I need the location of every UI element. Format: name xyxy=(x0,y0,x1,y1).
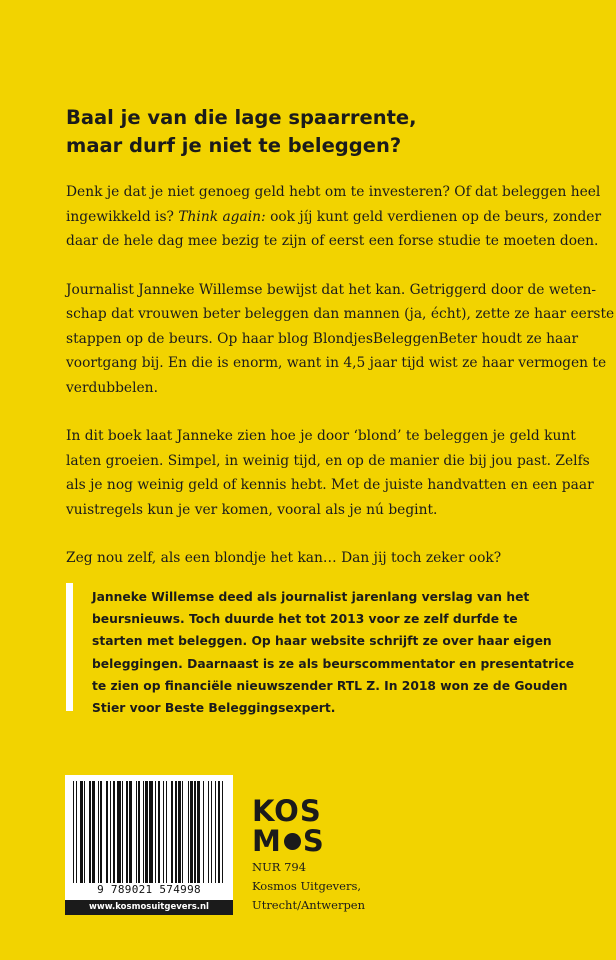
headline-line: Baal je van die lage spaarrente, xyxy=(66,106,417,129)
bio-line: beleggingen. Daarnaast is ze als beurscommentator en presentatrice xyxy=(92,656,575,671)
text-line: laten groeien. Simpel, in weinig tijd, en op de manier die bij jou past. Zelfs xyxy=(66,452,590,469)
logo-row xyxy=(252,826,332,856)
text-line: Denk je dat je niet genoeg geld hebt om te investeren? Of dat beleggen heel xyxy=(66,184,601,200)
blurb-body xyxy=(66,180,615,595)
text-line: vuistregels kun je ver komen, vooral als je nú begint. xyxy=(66,501,438,518)
text-line: Zeg nou zelf, als een blondje het kan… Dan jij toch zeker ook? xyxy=(66,550,502,566)
logo-dot-icon xyxy=(284,833,301,850)
bio-line: Janneke Willemse deed als journalist jarenlang verslag van het xyxy=(92,590,530,604)
isbn-number: 9 789021 574998 xyxy=(97,883,201,896)
headline-line: maar durf je niet te beleggen? xyxy=(66,134,402,157)
emphasis-text: Think again: xyxy=(178,208,266,225)
blurb-paragraph xyxy=(66,180,602,254)
text-line: daar de hele dag mee bezig te zijn of eerst een forse studie te moeten doen. xyxy=(66,233,599,249)
text-fragment: ingewikkeld is? xyxy=(66,208,179,225)
logo-letter: M xyxy=(252,824,282,858)
text-line xyxy=(66,205,602,230)
text-fragment: ook jíj kunt geld verdienen op de beurs, zonder xyxy=(265,208,602,225)
publisher-website: www.kosmosuitgevers.nl xyxy=(65,900,233,915)
text-line: schap dat vrouwen beter beleggen dan mannen (ja, écht), zette ze haar eerste xyxy=(66,306,615,322)
kosmos-logo xyxy=(252,796,332,856)
text-line: verdubbelen. xyxy=(66,379,158,396)
barcode xyxy=(65,775,233,915)
bio-line: Stier voor Beste Beleggingsexpert. xyxy=(92,701,336,716)
barcode-gap xyxy=(223,781,224,883)
blurb-paragraph xyxy=(66,424,594,522)
logo-letter: S xyxy=(302,824,325,858)
blurb-paragraph xyxy=(66,278,615,401)
text-line: als je nog weinig geld of kennis hebt. Met de juiste handvatten en een paar xyxy=(66,477,594,493)
barcode-bars xyxy=(73,781,225,883)
text-line: stappen op de beurs. Op haar blog BlondjesBeleggenBeter houdt ze haar xyxy=(66,330,579,347)
bio-accent-bar xyxy=(66,583,73,711)
author-bio xyxy=(92,586,575,719)
headline xyxy=(66,104,546,160)
blurb-paragraph xyxy=(66,546,566,571)
text-line: voortgang bij. En die is enorm, want in 4,5 jaar tijd wist ze haar vermogen te xyxy=(66,355,607,371)
publisher-city: Utrecht/Antwerpen xyxy=(252,898,366,912)
bio-line: te zien op financiële nieuwszender RTL Z. In 2018 won ze de Gouden xyxy=(92,678,568,693)
publisher-name: Kosmos Uitgevers, xyxy=(252,879,362,893)
bio-line: beursnieuws. Toch duurde het tot 2013 voor ze zelf durfde te xyxy=(92,612,518,627)
text-line: Journalist Janneke Willemse bewijst dat het kan. Getriggerd door de weten- xyxy=(66,281,597,298)
nur-code: NUR 794 xyxy=(252,860,307,874)
publisher-info xyxy=(252,858,452,915)
bio-line: starten met beleggen. Op haar website schrijft ze over haar eigen xyxy=(92,634,552,649)
logo-row: KOS xyxy=(252,794,322,828)
text-line: In dit boek laat Janneke zien hoe je door ‘blond’ te beleggen je geld kunt xyxy=(66,428,576,444)
